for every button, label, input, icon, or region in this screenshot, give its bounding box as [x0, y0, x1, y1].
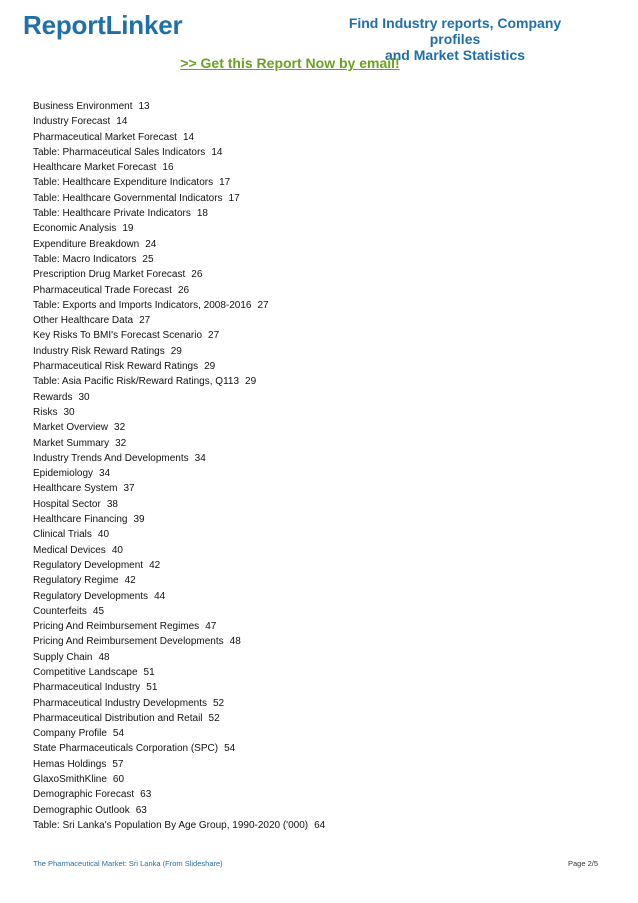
toc-entry — [33, 650, 325, 665]
toc-entry — [33, 589, 325, 604]
toc-entry — [33, 99, 325, 114]
toc-entry-title: Table: Sri Lanka's Population By Age Group, 1990-2020 ('000) — [33, 819, 309, 831]
toc-entry — [33, 726, 325, 741]
toc-entry-page: 24 — [145, 238, 157, 250]
toc-entry-page: 38 — [106, 498, 118, 510]
table-of-contents — [33, 99, 325, 833]
toc-entry-title: Table: Pharmaceutical Sales Indicators — [33, 146, 206, 158]
toc-entry — [33, 359, 325, 374]
toc-entry — [33, 741, 325, 756]
toc-entry-title: Regulatory Development — [33, 559, 144, 571]
toc-entry-page: 48 — [229, 636, 241, 648]
toc-entry-title: Supply Chain — [33, 651, 93, 663]
toc-entry-title: Company Profile — [33, 728, 107, 740]
toc-entry — [33, 252, 325, 267]
toc-entry-page: 64 — [314, 819, 326, 831]
toc-entry-page: 29 — [245, 376, 257, 388]
toc-entry-page: 54 — [224, 743, 236, 755]
toc-entry-title: Table: Healthcare Governmental Indicators — [33, 192, 223, 204]
toc-entry-page: 57 — [112, 758, 124, 770]
toc-entry — [33, 818, 325, 833]
toc-entry — [33, 283, 325, 298]
toc-entry-page: 51 — [146, 682, 158, 694]
toc-entry-title: Industry Risk Reward Ratings — [33, 345, 165, 357]
toc-entry — [33, 313, 325, 328]
toc-entry-title: Table: Healthcare Private Indicators — [33, 208, 191, 220]
toc-entry — [33, 420, 325, 435]
toc-entry-page: 29 — [170, 345, 182, 357]
toc-entry-title: Pharmaceutical Industry Developments — [33, 697, 207, 709]
toc-entry-page: 27 — [139, 315, 151, 327]
toc-entry-page: 47 — [205, 621, 217, 633]
toc-entry-title: Epidemiology — [33, 468, 94, 480]
toc-entry-page: 40 — [97, 529, 110, 541]
tagline-line-1: Find Industry reports, Company profiles — [348, 15, 562, 47]
toc-entry-page: 63 — [140, 789, 152, 801]
toc-entry — [33, 175, 325, 190]
toc-entry — [33, 267, 325, 282]
toc-entry-title: Pharmaceutical Distribution and Retail — [33, 712, 203, 724]
toc-entry-page: 19 — [122, 223, 134, 235]
toc-entry — [33, 527, 325, 542]
toc-entry-title: Competitive Landscape — [33, 666, 138, 678]
toc-entry — [33, 772, 325, 787]
toc-entry-title: Other Healthcare Data — [33, 315, 134, 327]
toc-entry-title: Rewards — [33, 391, 73, 403]
toc-entry-page: 14 — [182, 131, 195, 143]
toc-entry-title: Regulatory Regime — [33, 575, 119, 587]
toc-entry — [33, 374, 325, 389]
toc-entry — [33, 130, 325, 145]
toc-entry-title: Clinical Trials — [33, 529, 92, 541]
toc-entry-title: Pharmaceutical Market Forecast — [33, 131, 177, 143]
get-report-link[interactable]: >> Get this Report Now by email! — [180, 55, 400, 71]
toc-entry-title: Prescription Drug Market Forecast — [33, 269, 186, 281]
toc-entry-title: Risks — [33, 406, 58, 418]
toc-entry — [33, 757, 325, 772]
toc-entry-title: Industry Forecast — [33, 116, 111, 128]
toc-entry — [33, 543, 325, 558]
toc-entry-page: 51 — [143, 666, 155, 678]
toc-entry-page: 14 — [211, 146, 223, 158]
toc-entry-title: Demographic Outlook — [33, 804, 130, 816]
footer-page-number: Page 2/5 — [567, 859, 598, 868]
toc-entry-title: GlaxoSmithKline — [33, 774, 107, 786]
toc-entry-page: 42 — [124, 575, 136, 587]
toc-entry-page: 30 — [63, 406, 75, 418]
toc-entry-page: 60 — [112, 774, 125, 786]
toc-entry-page: 13 — [138, 101, 150, 112]
toc-entry-page: 52 — [208, 712, 220, 724]
toc-entry — [33, 206, 325, 221]
toc-entry-page: 26 — [191, 269, 203, 281]
toc-entry-title: Healthcare Financing — [33, 514, 128, 526]
toc-entry — [33, 665, 325, 680]
toc-entry-title: Table: Healthcare Expenditure Indicators — [33, 177, 214, 189]
toc-entry-page: 39 — [133, 514, 145, 526]
toc-entry — [33, 787, 325, 802]
toc-entry-page: 32 — [114, 422, 126, 434]
toc-entry — [33, 145, 325, 160]
toc-entry-page: 37 — [123, 483, 135, 495]
toc-entry — [33, 803, 325, 818]
toc-entry — [33, 390, 325, 405]
toc-entry — [33, 481, 325, 496]
reportlinker-logo[interactable]: ReportLinker — [23, 10, 183, 40]
toc-entry — [33, 497, 325, 512]
toc-entry-title: Regulatory Developments — [33, 590, 149, 602]
toc-entry-title: Pharmaceutical Industry — [33, 682, 141, 694]
toc-entry-title: Pharmaceutical Risk Reward Ratings — [33, 361, 199, 373]
toc-entry-title: Economic Analysis — [33, 223, 117, 235]
toc-entry — [33, 466, 325, 481]
toc-entry — [33, 711, 325, 726]
toc-entry-page: 30 — [78, 391, 90, 403]
toc-entry-title: Industry Trends And Developments — [33, 452, 189, 464]
toc-entry-page: 48 — [98, 651, 110, 663]
toc-entry-title: State Pharmaceuticals Corporation (SPC) — [33, 743, 219, 755]
toc-entry — [33, 328, 325, 343]
toc-entry-title: Market Overview — [33, 422, 109, 434]
toc-entry-title: Table: Macro Indicators — [33, 253, 137, 265]
toc-entry-page: 18 — [196, 208, 208, 220]
toc-entry-title: Key Risks To BMI's Forecast Scenario — [33, 330, 203, 342]
toc-entry-page: 26 — [177, 284, 190, 296]
toc-entry — [33, 237, 325, 252]
toc-entry-title: Expenditure Breakdown — [33, 238, 140, 250]
toc-entry-page: 14 — [116, 116, 128, 128]
toc-entry-title: Demographic Forecast — [33, 789, 135, 801]
toc-entry-title: Pharmaceutical Trade Forecast — [33, 284, 172, 296]
toc-entry-title: Medical Devices — [33, 544, 106, 556]
toc-entry-page: 34 — [99, 468, 111, 480]
toc-entry — [33, 344, 325, 359]
toc-entry-page: 17 — [219, 177, 231, 189]
toc-entry — [33, 619, 325, 634]
toc-entry-title: Hospital Sector — [33, 498, 101, 510]
toc-entry — [33, 191, 325, 206]
toc-entry — [33, 114, 325, 129]
toc-entry-title: Pricing And Reimbursement Regimes — [33, 621, 200, 633]
toc-entry — [33, 160, 325, 175]
toc-entry-page: 25 — [142, 253, 154, 265]
toc-entry — [33, 573, 325, 588]
toc-entry-page: 16 — [162, 162, 174, 174]
toc-entry-title: Healthcare Market Forecast — [33, 162, 157, 174]
toc-entry-page: 32 — [115, 437, 127, 449]
toc-entry-title: Table: Exports and Imports Indicators, 2008-2016 — [33, 299, 252, 311]
footer-source-link[interactable]: The Pharmaceutical Market: Sri Lanka (From Slideshare) — [33, 859, 223, 868]
toc-entry-page: 42 — [149, 559, 161, 571]
toc-entry-page: 27 — [208, 330, 220, 342]
toc-entry — [33, 558, 325, 573]
toc-entry — [33, 221, 325, 236]
toc-entry — [33, 436, 325, 451]
toc-entry-page: 52 — [212, 697, 225, 709]
tagline-line-2: and Market Statistics — [384, 47, 526, 63]
toc-entry — [33, 512, 325, 527]
toc-entry-title: Market Summary — [33, 437, 110, 449]
toc-entry — [33, 298, 325, 313]
toc-entry-title: Counterfeits — [33, 605, 87, 617]
toc-entry-title: Pricing And Reimbursement Developments — [33, 636, 224, 648]
toc-entry — [33, 405, 325, 420]
toc-entry-title: Healthcare System — [33, 483, 118, 495]
toc-entry-page: 34 — [194, 452, 206, 464]
toc-entry-page: 45 — [92, 605, 105, 617]
toc-entry-page: 63 — [135, 804, 147, 816]
toc-entry-page: 44 — [154, 590, 166, 602]
toc-entry — [33, 696, 325, 711]
toc-entry — [33, 680, 325, 695]
toc-entry — [33, 604, 325, 619]
toc-entry — [33, 451, 325, 466]
toc-entry — [33, 634, 325, 649]
toc-entry-page: 29 — [204, 361, 216, 373]
toc-entry-title: Table: Asia Pacific Risk/Reward Ratings, Q113 — [33, 376, 240, 388]
toc-entry-page: 27 — [257, 299, 269, 311]
toc-entry-page: 40 — [111, 544, 123, 556]
toc-entry-title: Business Environment — [33, 101, 133, 112]
toc-entry-page: 17 — [228, 192, 240, 204]
toc-entry-title: Hemas Holdings — [33, 758, 107, 770]
toc-entry-page: 54 — [112, 728, 125, 740]
